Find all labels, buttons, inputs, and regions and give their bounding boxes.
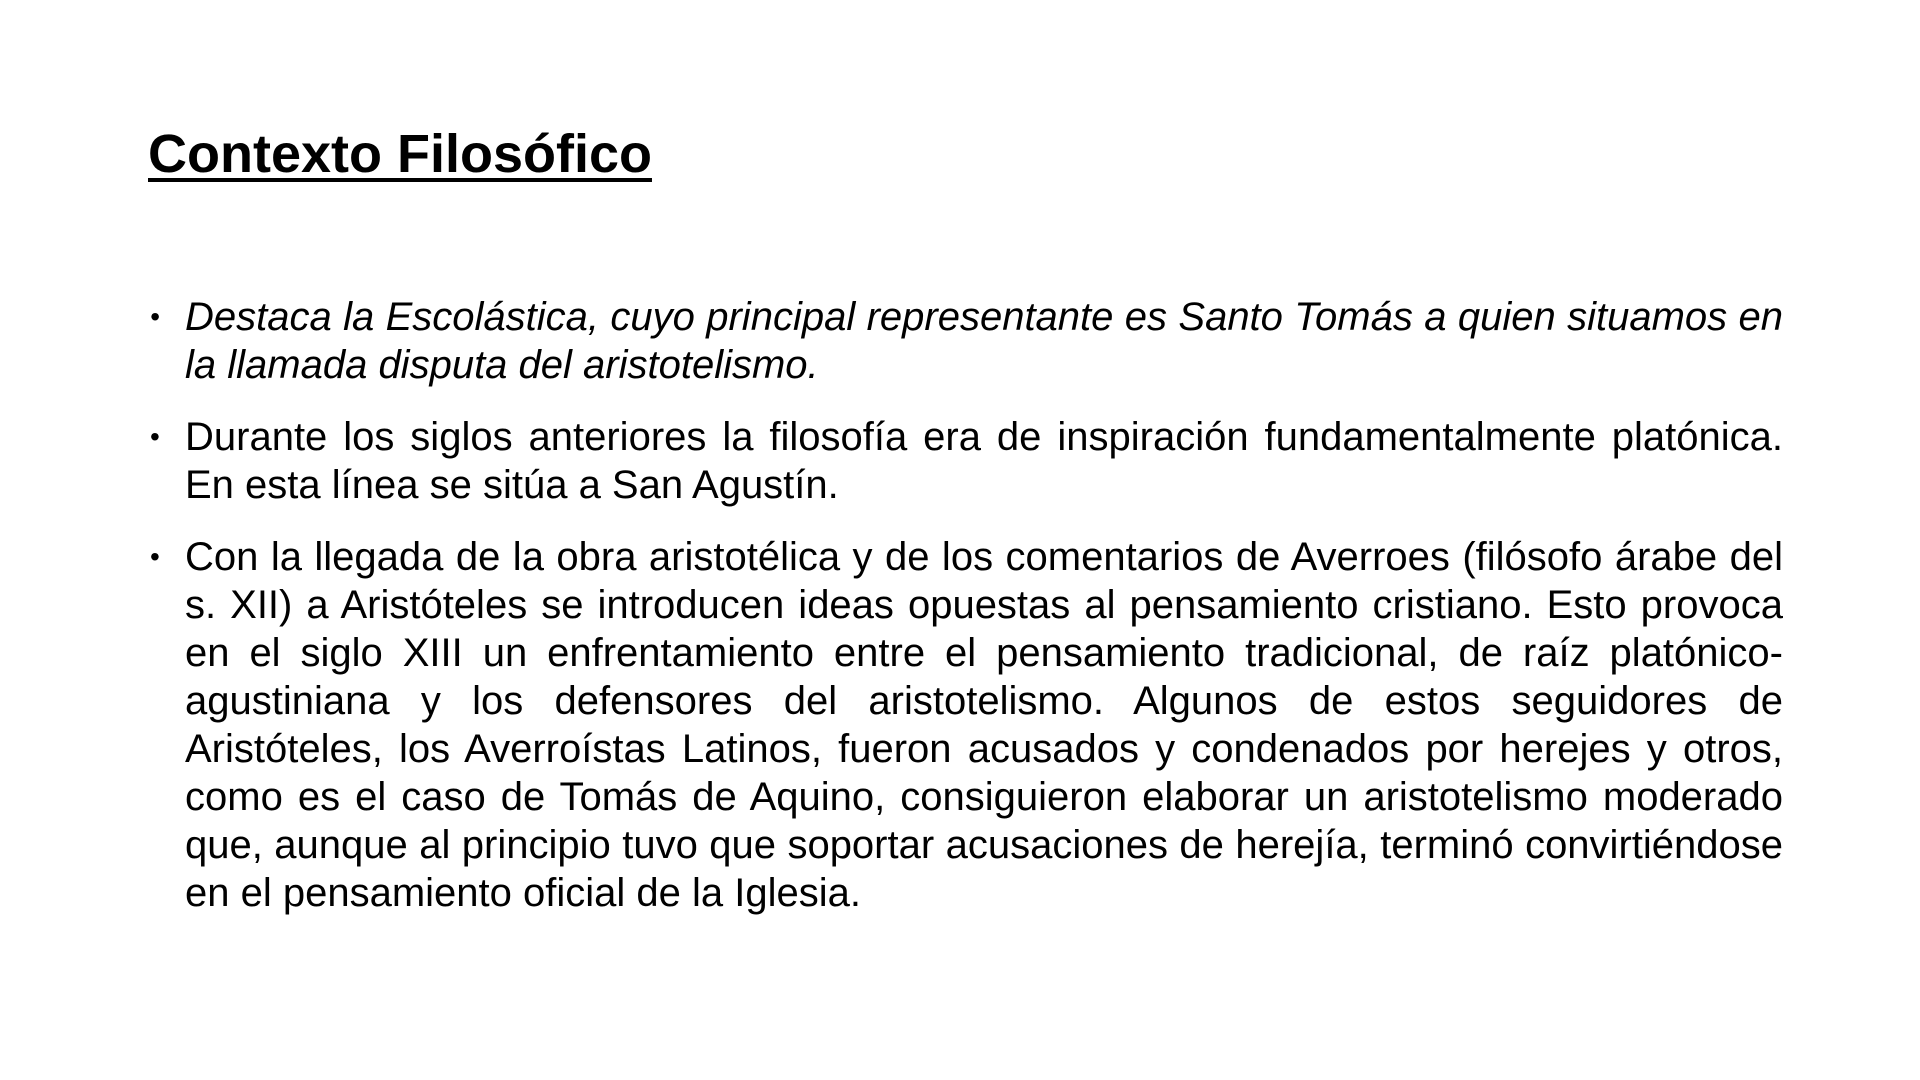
bullet-marker: • xyxy=(150,421,160,452)
bullet-item-escolastica xyxy=(148,293,1783,389)
bullet-marker: • xyxy=(150,301,160,332)
bullet-item-platonica xyxy=(148,413,1783,509)
bullet-text: Durante los siglos anteriores la filosofía era de inspiración fundamentalmente platónica. En esta línea se sitúa a San Agustín. xyxy=(185,415,1783,507)
bullet-item-aristotelismo xyxy=(148,533,1783,917)
bullet-text: Destaca la Escolástica, cuyo principal representante es Santo Tomás a quien situamos en la llamada disputa del aristotelismo. xyxy=(185,295,1783,387)
bullet-text: Con la llegada de la obra aristotélica y de los comentarios de Averroes (filósofo árabe del s. XII) a Aristóteles se introducen ideas opuestas al pensamiento cristiano. Esto provoca en el siglo XIII un enfrentamiento entre el pensamiento tradicional, de raíz platónico-agustiniana y los defensores del aristotelismo. Algunos de estos seguidores de Aristóteles, los Averroístas Latinos, fueron acusados y condenados por herejes y otros, como es el caso de Tomás de Aquino, consiguieron elaborar un aristotelismo moderado que, aunque al principio tuvo que soportar acusaciones de herejía, terminó convirtiéndose en el pensamiento oficial de la Iglesia. xyxy=(185,535,1783,915)
slide-title: Contexto Filosófico xyxy=(148,124,652,184)
bullet-list xyxy=(148,293,1783,917)
bullet-marker: • xyxy=(150,541,160,572)
